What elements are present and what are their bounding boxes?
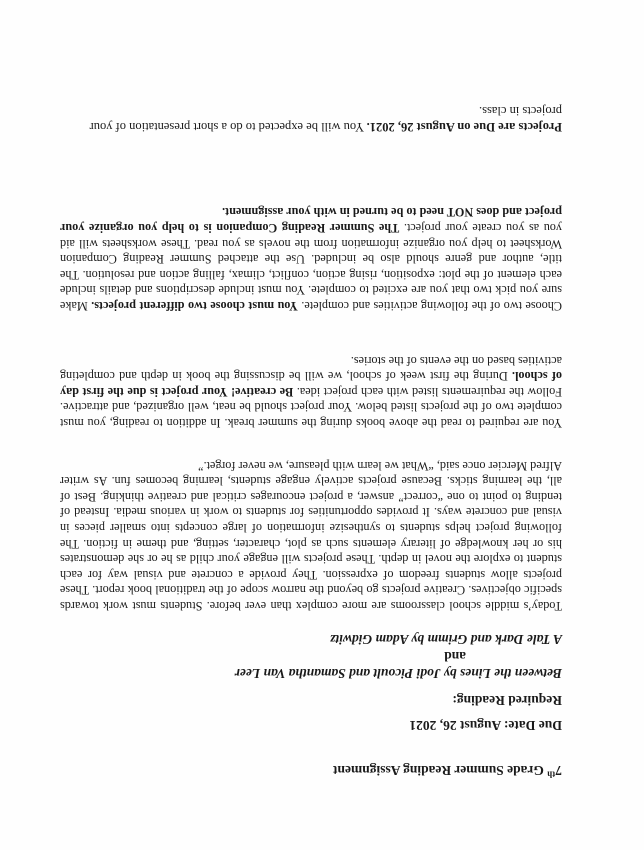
choose-paragraph: [60, 204, 562, 313]
assignment-title: [333, 762, 562, 778]
must-choose-text: You must choose two different projects.: [91, 299, 298, 313]
be-creative-text: Be creative!: [231, 384, 294, 399]
requirements-paragraph: [60, 352, 562, 430]
required-reading-heading: Required Reading:: [452, 693, 562, 708]
choose-text: Choose two of the following activities and complete.: [301, 299, 562, 313]
requirements-text: You are required to read the above books during the summer break. In addition to reading, you must complete two of the projects listed below. Your project should be neat, well organized, and attractive. Follow the requirements listed with each project idea.: [60, 384, 562, 430]
project-details-text: Make sure you pick two that you are excited to complete. You must include descriptions and details include each element of the plot: exposition, rising action, conflict, climax, falling action and resolution. The title, author and genre should also be included. Use the attached Summer Reading Companion Worksheet to help you organize information from the novels as you read. These worksheets will aid you as you create your project.: [59, 221, 562, 313]
book-two: A Tale Dark and Grimm by Adam Gidwitz: [330, 632, 562, 647]
grade-number: 7: [555, 763, 562, 778]
companion-note: The Summer Reading Companion is to help you organize your project and does NOT need to be turned in with your assignment.: [59, 205, 562, 236]
title-text: Grade Summer Reading Assignment: [332, 763, 544, 778]
intro-paragraph: Today’s middle school classrooms are more complex than ever before. Students must work towards specific objectives. Creative projects go beyond the narrow scope of the traditional book report. These projects allow students freedom of expression. They provide a concrete and visual way for each student to explore the novel in depth. These projects will engage your child as he or she demonstrates his or her knowledge of literary elements such as plot, character, setting, and theme in fiction. The following project helps students to synthesize information of large concepts into smaller pieces in visual and concrete ways. It provides opportunities for students to work in various media. Instead of tending to point to one “correct” answer, a project encourages critical and creative thinking. Best of all, the learning sticks. Because projects actively engage students, learning becomes fun. As writer Alfred Mercier once said, “What we learn with pleasure, we never forget.”: [60, 458, 562, 613]
project-due-text: Your project is due the first day of school.: [60, 369, 562, 399]
discussion-text: During the first week of school, we will be discussing the book in depth and completing activities based on the events of the stories.: [59, 353, 562, 384]
projects-due-date: Projects are Due on August 26, 2021.: [366, 120, 562, 134]
presentation-text: You will be expected to do a short presentation of your projects in class.: [89, 104, 562, 134]
book-one: Between the Lines by Jodi Picoult and Samantha Van Leer: [234, 666, 562, 681]
due-date: Due Date: August 26, 2021: [409, 718, 562, 733]
closing-paragraph: [60, 103, 562, 135]
grade-suffix: th: [547, 769, 556, 780]
required-books: [60, 631, 562, 682]
book-connector: and: [444, 649, 466, 664]
